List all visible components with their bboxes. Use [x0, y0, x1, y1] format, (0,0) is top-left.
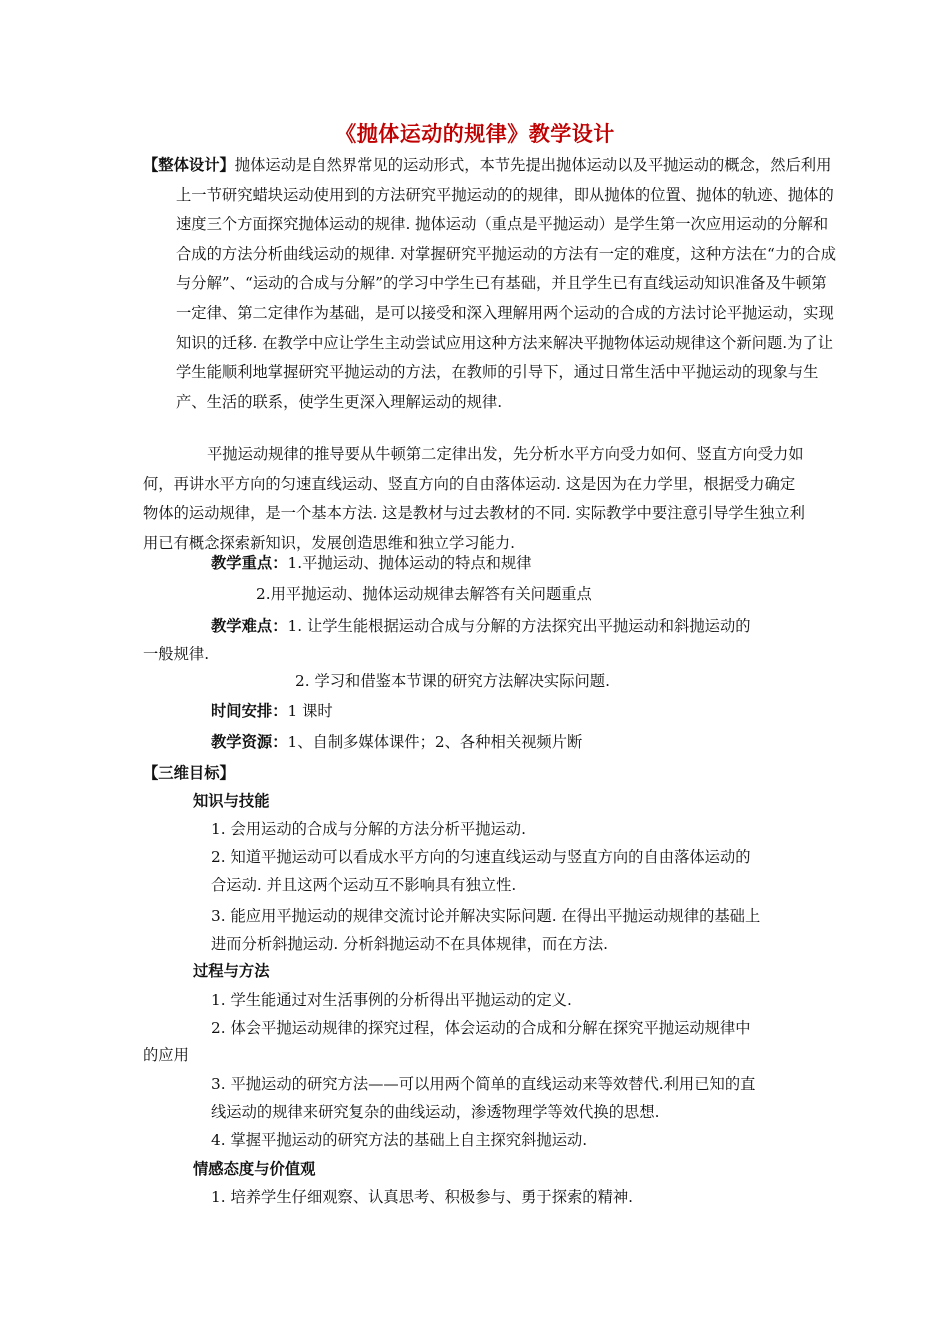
attitude-heading: 情感态度与价值观 [193, 1160, 316, 1178]
knowledge-item: 合运动. 并且这两个运动互不影响具有独立性. [211, 876, 517, 894]
knowledge-heading: 知识与技能 [193, 792, 270, 810]
difficulties-label: 教学难点： [211, 617, 288, 635]
process-item: 的应用 [143, 1046, 189, 1064]
intro-text: 抛体运动是自然界常见的运动形式，本节先提出抛体运动以及平抛运动的概念，然后利用上一节研究蜡块运动使用到的方法研究平抛运动的的规律，即从抛体的位置、抛体的轨迹、抛体的速度三个方面探究抛体运动的规律. 抛体运动（重点是平抛运动）是学生第一次应用运动的分解和合成的方法分析曲线运动的规律. 对掌握研究平抛运动的方法有一定的难度，这种方法在“力的合成与分解”、“运动的合成与分解”的学习中学生已有基础，并且学生已有直线运动知识准备及牛顿第一定律、第二定律作为基础，是可以接受和深入理解用两个运动的合成的方法讨论平抛运动，实现知识的迁移. 在教学中应让学生主动尝试应用这种方法来解决平抛物体运动规律这个新问题.为了让学生能顺利地掌握研究平抛运动的方法，在教师的引导下，通过日常生活中平抛运动的现象与生产、生活的联系，使学生更深入理解运动的规律. [176, 156, 837, 411]
intro-paragraph [143, 151, 841, 417]
knowledge-item: 3. 能应用平抛运动的规律交流讨论并解决实际问题. 在得出平抛运动规律的基础上 [211, 907, 761, 925]
process-heading: 过程与方法 [193, 962, 270, 980]
process-item: 3. 平抛运动的研究方法——可以用两个简单的直线运动来等效替代.利用已知的直 [211, 1075, 756, 1093]
derivation-paragraph: 平抛运动规律的推导要从牛顿第二定律出发，先分析水平方向受力如何、竖直方向受力如何，再讲水平方向的匀速直线运动、竖直方向的自由落体运动. 这是因为在力学里，根据受力确定物体的运动规律，是一个基本方法. 这是教材与过去教材的不同. 实际教学中要注意引导学生独立利用已有概念探索新知识，发展创造思维和独立学习能力. [143, 445, 805, 552]
process-item: 1. 学生能通过对生活事例的分析得出平抛运动的定义. [211, 991, 572, 1009]
resources-value: 1、自制多媒体课件；2、各种相关视频片断 [287, 733, 583, 751]
difficulty-2: 2. 学习和借鉴本节课的研究方法解决实际问题. [295, 672, 610, 690]
time-line [211, 697, 333, 726]
difficulty-1b: 一般规律. [143, 645, 210, 663]
process-item: 4. 掌握平抛运动的研究方法的基础上自主探究斜抛运动. [211, 1131, 588, 1149]
document-title: 《抛体运动的规律》教学设计 [335, 122, 615, 146]
process-item: 线运动的规律来研究复杂的曲线运动，渗透物理学等效代换的思想. [211, 1103, 660, 1121]
process-item: 2. 体会平抛运动规律的探究过程，体会运动的合成和分解在探究平抛运动规律中 [211, 1019, 751, 1037]
knowledge-item: 进而分析斜抛运动. 分析斜抛运动不在具体规律，而在方法. [211, 935, 609, 953]
attitude-item: 1. 培养学生仔细观察、认真思考、积极参与、勇于探索的精神. [211, 1188, 634, 1206]
key-points-label: 教学重点： [211, 554, 288, 572]
key-point-1: 1.平抛运动、抛体运动的特点和规律 [287, 554, 532, 572]
intro-label: 【整体设计】 [143, 156, 235, 174]
knowledge-item: 1. 会用运动的合成与分解的方法分析平抛运动. [211, 820, 526, 838]
time-value: 1 课时 [287, 702, 333, 720]
knowledge-item: 2. 知道平抛运动可以看成水平方向的匀速直线运动与竖直方向的自由落体运动的 [211, 848, 751, 866]
time-label: 时间安排： [211, 702, 288, 720]
key-points-line-1 [211, 549, 532, 578]
goals-heading: 【三维目标】 [143, 764, 235, 782]
key-point-2: 2.用平抛运动、抛体运动规律去解答有关问题重点 [256, 585, 592, 603]
difficulty-1a: 1. 让学生能根据运动合成与分解的方法探究出平抛运动和斜抛运动的 [287, 617, 751, 635]
resources-line [211, 728, 582, 757]
difficulties-line-1 [211, 612, 751, 641]
resources-label: 教学资源： [211, 733, 288, 751]
